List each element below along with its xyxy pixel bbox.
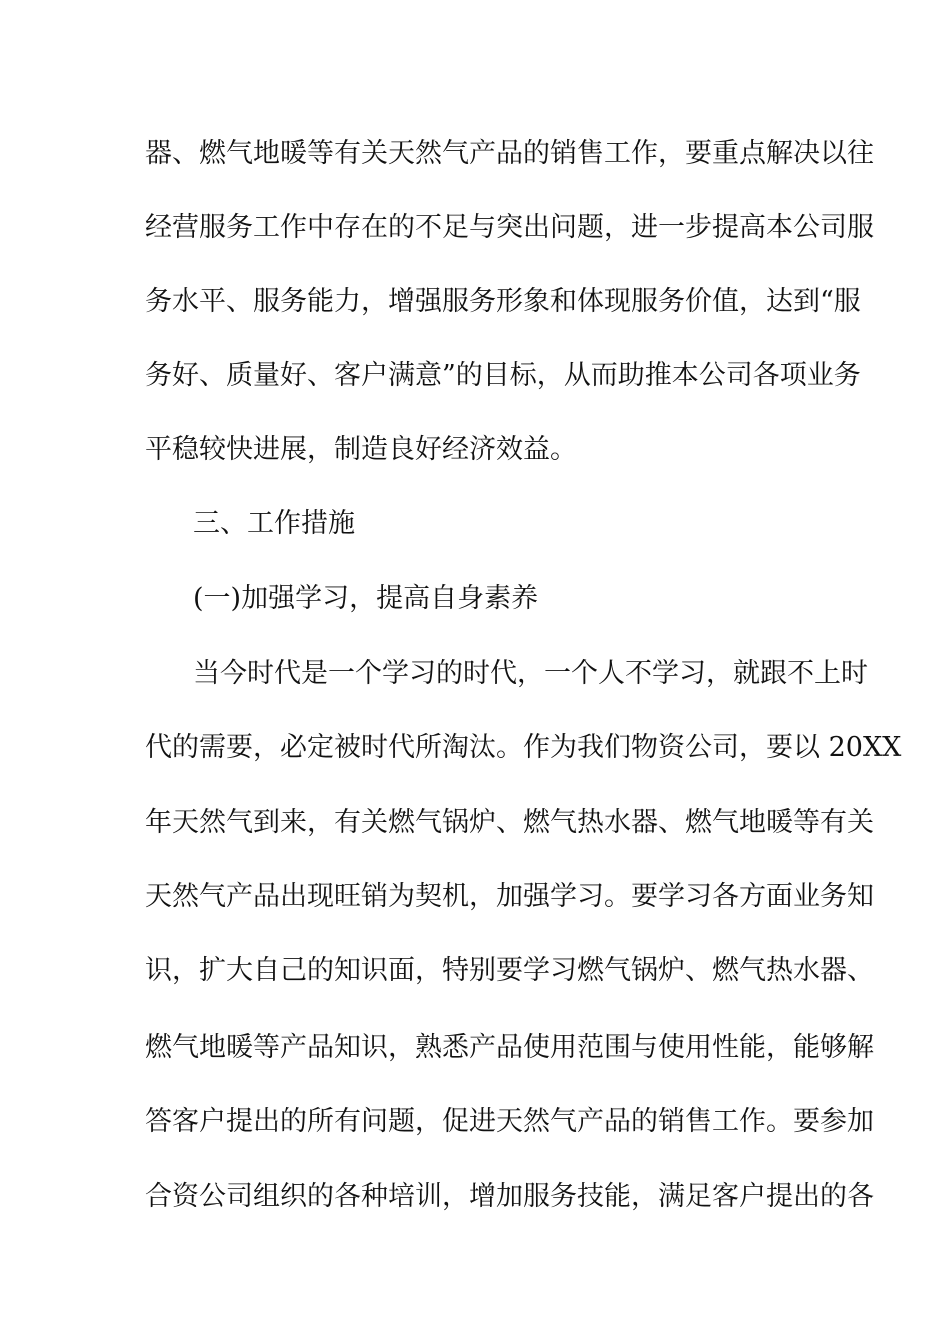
paragraph-line: 年天然气到来，有关燃气锅炉、燃气热水器、燃气地暖等有关	[145, 807, 874, 838]
paragraph-line: 答客户提出的所有问题，促进天然气产品的销售工作。要参加	[145, 1106, 874, 1137]
paragraph-line: 识，扩大自己的知识面，特别要学习燃气锅炉、燃气热水器、	[145, 955, 874, 986]
section-heading: 三、工作措施	[193, 508, 355, 539]
paragraph-line: 燃气地暖等产品知识，熟悉产品使用范围与使用性能，能够解	[145, 1032, 874, 1063]
paragraph-line: 务好、质量好、客户满意”的目标，从而助推本公司各项业务	[145, 360, 861, 391]
paragraph-line: 当今时代是一个学习的时代，一个人不学习，就跟不上时	[193, 658, 868, 689]
paragraph-line: 经营服务工作中存在的不足与突出问题，进一步提高本公司服	[145, 212, 874, 243]
paragraph-line: 代的需要，必定被时代所淘汰。作为我们物资公司，要以 20XX	[145, 732, 902, 763]
paragraph-line: 务水平、服务能力，增强服务形象和体现服务价值，达到“服	[145, 286, 861, 317]
paragraph-line: 天然气产品出现旺销为契机，加强学习。要学习各方面业务知	[145, 881, 874, 912]
paragraph-line: 合资公司组织的各种培训，增加服务技能，满足客户提出的各	[145, 1181, 874, 1212]
paragraph-line: 平稳较快进展，制造良好经济效益。	[145, 434, 577, 465]
paragraph-line: 器、燃气地暖等有关天然气产品的销售工作，要重点解决以往	[145, 138, 874, 169]
subsection-heading: (一)加强学习，提高自身素养	[193, 583, 539, 614]
